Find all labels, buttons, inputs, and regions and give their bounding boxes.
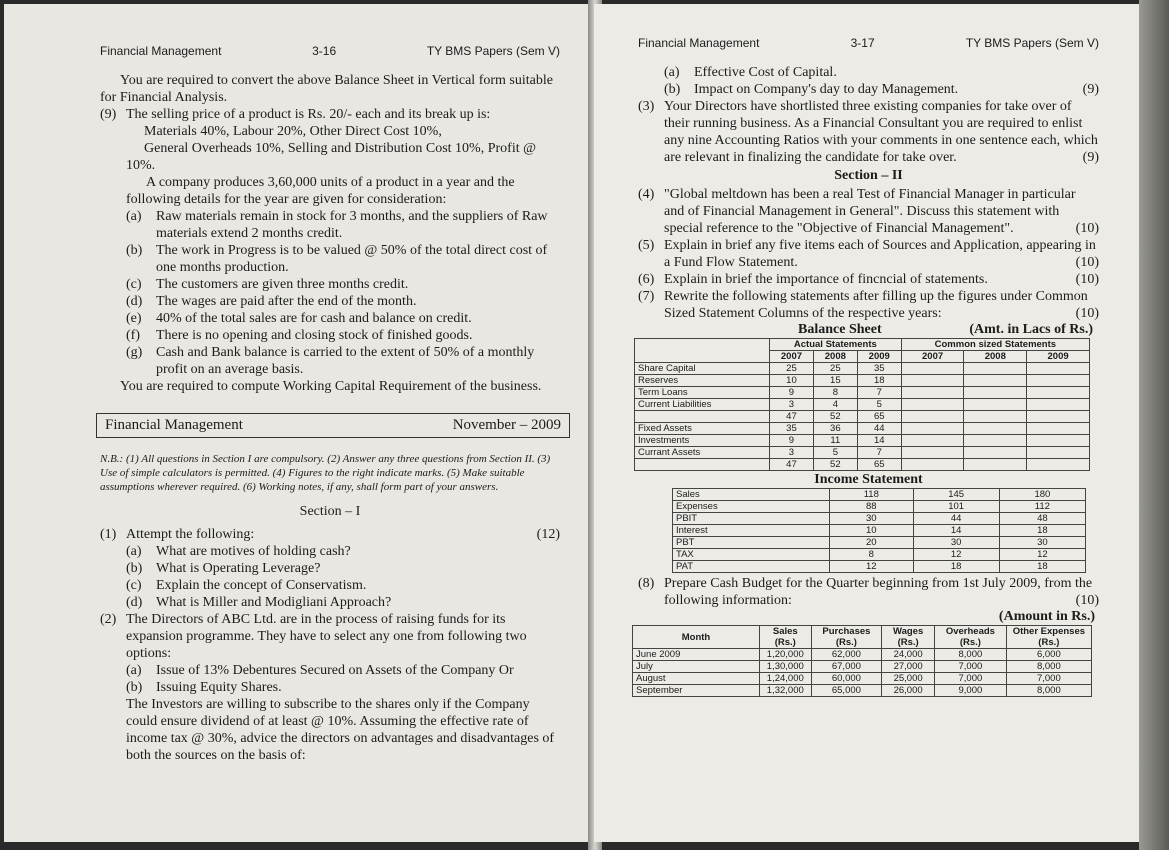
header-page-number: 3-17 — [850, 36, 875, 50]
question-1-items — [100, 543, 560, 611]
question-7: (7) Rewrite the following statements after filling up the figures under Common Sized Statement Columns of the respective years: (10) — [638, 289, 1099, 321]
balance-sheet-unit: (Amt. in Lacs of Rs.) — [969, 322, 1093, 337]
list-item — [100, 560, 560, 577]
cell-value: 30 — [913, 537, 999, 549]
empty-cell — [964, 399, 1027, 411]
question-5: (5) Explain in brief any five items each of Sources and Application, appearing in a Fund Flow Statement. (10) — [638, 238, 1099, 270]
cell-value: 47 — [770, 459, 814, 471]
cell-value: 52 — [813, 411, 857, 423]
item-text: The work in Progress is to be valued @ 50% of the total direct cost of one months production. — [156, 243, 548, 275]
cell-value: 12 — [913, 549, 999, 561]
question-2-items — [100, 662, 560, 696]
header-series: TY BMS Papers (Sem V) — [426, 44, 560, 58]
list-item — [638, 64, 1099, 81]
column-header: Sales (Rs.) — [760, 626, 812, 649]
cell-value: 11 — [813, 435, 857, 447]
row-label: Term Loans — [635, 387, 770, 399]
list-item — [100, 327, 560, 344]
table-row — [673, 501, 1086, 513]
empty-cell — [964, 423, 1027, 435]
item-text: What is Operating Leverage? — [156, 561, 321, 576]
cell-value: 47 — [770, 411, 814, 423]
intro-text: You are required to convert the above Balance Sheet in Vertical form suitable for Financial Analysis. — [100, 73, 553, 105]
empty-cell — [1027, 375, 1090, 387]
table-row — [633, 649, 1092, 661]
table-row — [673, 513, 1086, 525]
empty-cell — [901, 375, 964, 387]
cell-value: 180 — [999, 489, 1085, 501]
row-label: Share Capital — [635, 363, 770, 375]
marks: (10) — [1075, 221, 1099, 236]
cell-value: 1,20,000 — [760, 649, 812, 661]
cell-value: 5 — [857, 399, 901, 411]
table-row — [673, 525, 1086, 537]
list-item — [100, 293, 560, 310]
question-9: (9) The selling price of a product is Rs. 20/- each and its break up is: Materials 40%, Labour 20%, Other Direct Cost 10%, General Overheads 10%, Selling and Distribution Cost 10%, Profit @ 10%. A company produces 3,60,000 units of a product in a year and the following details for the year are given for consideration: — [100, 107, 536, 207]
list-item — [638, 81, 1099, 98]
item-number: (a) — [126, 544, 142, 559]
cell-value: 8 — [813, 387, 857, 399]
empty-cell — [1027, 387, 1090, 399]
cell-value: 35 — [770, 423, 814, 435]
item-text: 40% of the total sales are for cash and balance on credit. — [156, 311, 472, 326]
cell-value: 8,000 — [1006, 661, 1091, 673]
actual-header: Actual Statements — [770, 339, 902, 351]
cell-value: 15 — [813, 375, 857, 387]
cell-value: 7 — [857, 447, 901, 459]
list-item — [100, 310, 560, 327]
row-label: Reserves — [635, 375, 770, 387]
question-3: (3) Your Directors have shortlisted three existing companies for take over of their running business. As a Financial Consultant you are required to enlist any nine Accounting Ratios with your comments in one sentence each, which are relevant in finalizing the candidate for take over. (9) — [638, 99, 1099, 165]
cell-value: 101 — [913, 501, 999, 513]
blank — [635, 339, 770, 363]
cell-value: 30 — [999, 537, 1085, 549]
empty-cell — [901, 435, 964, 447]
cell-value: 145 — [913, 489, 999, 501]
cell-value: 36 — [813, 423, 857, 435]
item-text: Effective Cost of Capital. — [694, 65, 837, 80]
column-header: Overheads (Rs.) — [935, 626, 1007, 649]
marks: (10) — [1075, 593, 1099, 608]
row-label: PAT — [673, 561, 830, 573]
cell-value: 35 — [857, 363, 901, 375]
header-series: TY BMS Papers (Sem V) — [965, 36, 1099, 50]
q9-closing: You are required to compute Working Capital Requirement of the business. — [120, 379, 542, 394]
cell-value: 44 — [913, 513, 999, 525]
paper-title-box — [96, 413, 570, 438]
empty-cell — [901, 459, 964, 471]
empty-cell — [1027, 363, 1090, 375]
item-number: (g) — [126, 345, 143, 360]
marks: (10) — [1075, 306, 1099, 321]
column-header: Purchases (Rs.) — [811, 626, 882, 649]
cell-value: 14 — [857, 435, 901, 447]
marks: (12) — [536, 527, 560, 542]
cell-value: 18 — [913, 561, 999, 573]
item-text: The customers are given three months credit. — [156, 277, 409, 292]
item-text: There is no opening and closing stock of finished goods. — [156, 328, 473, 343]
list-item — [100, 208, 560, 242]
cell-value: 18 — [999, 525, 1085, 537]
item-text: What are motives of holding cash? — [156, 544, 351, 559]
marks: (9) — [1082, 150, 1099, 165]
cell-value: 20 — [830, 537, 914, 549]
cell-value: 8,000 — [935, 649, 1007, 661]
column-header: Wages (Rs.) — [882, 626, 935, 649]
table-row — [635, 387, 1090, 399]
empty-cell — [1027, 399, 1090, 411]
income-statement-heading: Income Statement — [814, 472, 923, 487]
row-label: Expenses — [673, 501, 830, 513]
item-number: (e) — [126, 311, 142, 326]
empty-cell — [901, 363, 964, 375]
list-item — [100, 594, 560, 611]
cell-value: 12 — [999, 549, 1085, 561]
row-label: PBT — [673, 537, 830, 549]
table-row — [635, 375, 1090, 387]
income-statement-table — [672, 488, 1086, 573]
empty-cell — [901, 399, 964, 411]
year-header: 2009 — [857, 351, 901, 363]
cell-value: 1,24,000 — [760, 673, 812, 685]
cell-value: 6,000 — [1006, 649, 1091, 661]
cell-value: 52 — [813, 459, 857, 471]
item-text: Raw materials remain in stock for 3 months, and the suppliers of Raw materials extend 2 months credit. — [156, 209, 548, 241]
item-text: The wages are paid after the end of the month. — [156, 294, 417, 309]
section-1-heading: Section – I — [299, 504, 361, 519]
cell-value: 9,000 — [935, 685, 1007, 697]
cell-value: 8,000 — [1006, 685, 1091, 697]
cell-value: 1,30,000 — [760, 661, 812, 673]
cell-value: 25 — [770, 363, 814, 375]
right-page — [594, 4, 1139, 842]
table-row — [673, 549, 1086, 561]
item-text: Issue of 13% Debentures Secured on Assets of the Company Or — [156, 663, 514, 678]
question-4: (4) "Global meltdown has been a real Test of Financial Manager in particular and of Financial Management in General". Discuss this statement with special reference to the "Objective of Financial Management". (10) — [638, 187, 1099, 236]
cell-value: 65 — [857, 459, 901, 471]
item-text: Explain the concept of Conservatism. — [156, 578, 367, 593]
year-header: 2007 — [770, 351, 814, 363]
cell-value: 5 — [813, 447, 857, 459]
row-label: June 2009 — [633, 649, 760, 661]
row-label: TAX — [673, 549, 830, 561]
cell-value: 24,000 — [882, 649, 935, 661]
cell-value: 25,000 — [882, 673, 935, 685]
row-label: Currant Assets — [635, 447, 770, 459]
column-header: Month — [633, 626, 760, 649]
table-row — [635, 363, 1090, 375]
empty-cell — [964, 375, 1027, 387]
year-header: 2009 — [1027, 351, 1090, 363]
row-label: Interest — [673, 525, 830, 537]
empty-cell — [964, 435, 1027, 447]
row-label: Current Liabilities — [635, 399, 770, 411]
empty-cell — [964, 411, 1027, 423]
cell-value: 7,000 — [935, 661, 1007, 673]
row-label: August — [633, 673, 760, 685]
item-number: (c) — [126, 578, 142, 593]
cell-value: 18 — [857, 375, 901, 387]
header-subject: Financial Management — [638, 36, 760, 50]
cell-value: 67,000 — [811, 661, 882, 673]
question-1: (1) Attempt the following: (12) — [100, 527, 560, 542]
item-text: Cash and Bank balance is carried to the extent of 50% of a monthly profit on an average basis. — [156, 345, 535, 377]
cell-value: 4 — [813, 399, 857, 411]
question-8: (8) Prepare Cash Budget for the Quarter beginning from 1st July 2009, from the following information: (10) — [638, 576, 1099, 608]
item-number: (b) — [664, 82, 681, 97]
empty-cell — [1027, 411, 1090, 423]
cell-value: 9 — [770, 387, 814, 399]
cell-value: 7,000 — [1006, 673, 1091, 685]
cell-value: 3 — [770, 399, 814, 411]
cell-value: 1,32,000 — [760, 685, 812, 697]
cell-value: 65,000 — [811, 685, 882, 697]
cell-value: 18 — [999, 561, 1085, 573]
list-item — [100, 679, 560, 696]
cell-value: 7,000 — [935, 673, 1007, 685]
list-item — [100, 662, 560, 679]
list-item — [100, 577, 560, 594]
balance-sheet-title: Balance Sheet — [798, 322, 882, 337]
cell-value: 12 — [830, 561, 914, 573]
marks: (10) — [1075, 255, 1099, 270]
row-label — [635, 459, 770, 471]
list-item — [100, 543, 560, 560]
table-row — [633, 673, 1092, 685]
question-2-continued — [638, 64, 1099, 98]
paper-title: Financial Management — [105, 417, 243, 433]
cell-value: 25 — [813, 363, 857, 375]
empty-cell — [901, 447, 964, 459]
header-page-number: 3-16 — [312, 44, 337, 58]
q2-paragraph: The Investors are willing to subscribe to the shares only if the Company could ensure dividend of at least @ 10%. Assuming the effective rate of income tax @ 30%, advice the directors on advantages and disadvantages of both the sources on the basis of: — [126, 697, 555, 763]
table-row — [633, 661, 1092, 673]
item-number: (d) — [126, 595, 143, 610]
empty-cell — [964, 387, 1027, 399]
item-number: (f) — [126, 328, 140, 343]
table-row — [635, 411, 1090, 423]
table-row — [635, 459, 1090, 471]
item-number: (b) — [126, 561, 143, 576]
row-label — [635, 411, 770, 423]
cell-value: 65 — [857, 411, 901, 423]
cell-value: 7 — [857, 387, 901, 399]
row-label: July — [633, 661, 760, 673]
empty-cell — [901, 411, 964, 423]
item-number: (a) — [126, 209, 142, 224]
balance-sheet-heading — [638, 322, 1099, 338]
cell-value: 112 — [999, 501, 1085, 513]
common-header: Common sized Statements — [901, 339, 1089, 351]
marks: (9) — [1082, 82, 1099, 97]
item-text: Issuing Equity Shares. — [156, 680, 282, 695]
item-number: (c) — [126, 277, 142, 292]
cell-value: 44 — [857, 423, 901, 435]
cash-budget-table — [632, 625, 1092, 697]
cell-value: 60,000 — [811, 673, 882, 685]
row-label: PBIT — [673, 513, 830, 525]
cell-value: 27,000 — [882, 661, 935, 673]
question-2: (2) The Directors of ABC Ltd. are in the process of raising funds for its expansion programme. They have to select any one from following two options: — [100, 612, 527, 661]
empty-cell — [964, 447, 1027, 459]
cell-value: 88 — [830, 501, 914, 513]
cell-value: 10 — [770, 375, 814, 387]
list-item — [100, 242, 560, 276]
table-row — [673, 561, 1086, 573]
page-header — [100, 44, 560, 58]
cell-value: 8 — [830, 549, 914, 561]
left-page — [4, 4, 590, 842]
empty-cell — [901, 423, 964, 435]
cell-value: 62,000 — [811, 649, 882, 661]
empty-cell — [901, 387, 964, 399]
cash-budget-unit: (Amount in Rs.) — [998, 609, 1095, 624]
empty-cell — [1027, 447, 1090, 459]
row-label: September — [633, 685, 760, 697]
question-9-items — [100, 208, 560, 378]
empty-cell — [1027, 459, 1090, 471]
item-number: (a) — [664, 65, 680, 80]
section-2-heading: Section – II — [834, 168, 903, 183]
table-row — [673, 489, 1086, 501]
cell-value: 30 — [830, 513, 914, 525]
table-row — [673, 537, 1086, 549]
empty-cell — [1027, 423, 1090, 435]
cell-value: 3 — [770, 447, 814, 459]
table-row — [635, 399, 1090, 411]
table-row — [635, 447, 1090, 459]
item-number: (b) — [126, 243, 143, 258]
item-number: (b) — [126, 680, 143, 695]
table-row — [635, 423, 1090, 435]
nb-instructions: N.B.: (1) All questions in Section I are compulsory. (2) Answer any three questions from Section II. (3) Use of simple calculators is permitted. (4) Figures to the right indicate marks. (5) Make suitable assumptions wherever required. (6) Working notes, if any, shall form part of your answers. — [100, 453, 551, 493]
question-6: (6) Explain in brief the importance of fincncial of statements. (10) — [638, 272, 1099, 287]
item-number: (d) — [126, 294, 143, 309]
item-text: Impact on Company's day to day Management. (9) — [694, 82, 1099, 97]
empty-cell — [1027, 435, 1090, 447]
cell-value: 48 — [999, 513, 1085, 525]
paper-date: November – 2009 — [452, 417, 561, 433]
page-edge — [1139, 0, 1169, 850]
list-item — [100, 276, 560, 293]
cell-value: 26,000 — [882, 685, 935, 697]
row-label: Investments — [635, 435, 770, 447]
header-subject: Financial Management — [100, 44, 222, 58]
empty-cell — [964, 363, 1027, 375]
list-item — [100, 344, 560, 378]
row-label: Sales — [673, 489, 830, 501]
item-number: (a) — [126, 663, 142, 678]
year-header: 2008 — [964, 351, 1027, 363]
empty-cell — [964, 459, 1027, 471]
marks: (10) — [1075, 272, 1099, 287]
cell-value: 118 — [830, 489, 914, 501]
year-header: 2007 — [901, 351, 964, 363]
table-row — [633, 685, 1092, 697]
table-row — [635, 435, 1090, 447]
cell-value: 10 — [830, 525, 914, 537]
cell-value: 9 — [770, 435, 814, 447]
balance-sheet-table — [634, 338, 1090, 471]
item-text: What is Miller and Modigliani Approach? — [156, 595, 392, 610]
cell-value: 14 — [913, 525, 999, 537]
row-label: Fixed Assets — [635, 423, 770, 435]
column-header: Other Expenses (Rs.) — [1006, 626, 1091, 649]
page-header — [638, 36, 1099, 50]
year-header: 2008 — [813, 351, 857, 363]
